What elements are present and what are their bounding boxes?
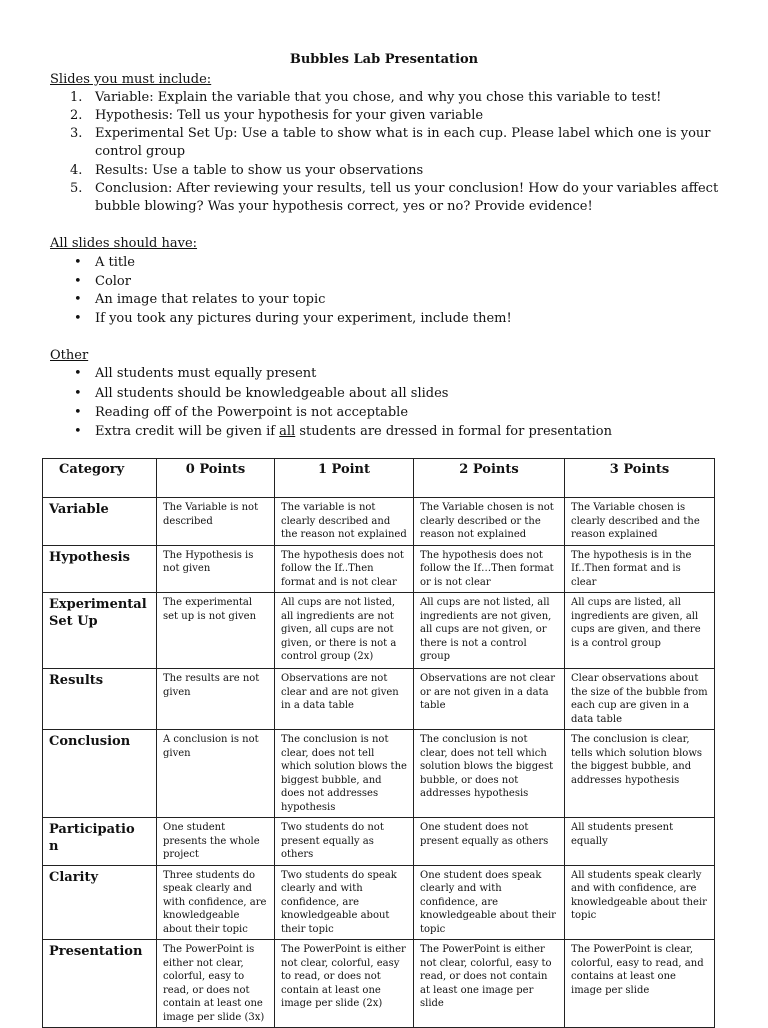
row-category: Variable — [43, 498, 157, 546]
header-category: Category — [43, 459, 157, 498]
header-3-points: 3 Points — [565, 459, 715, 498]
cell-1-point: Two students do not present equally as others — [275, 818, 414, 866]
cell-0-points: Three students do speak clearly and with confidence, are knowledgeable about their topic — [157, 865, 275, 940]
row-category: Conclusion — [43, 730, 157, 818]
other-item: Reading off of the Powerpoint is not acceptable — [95, 405, 409, 420]
row-category: Participatio n — [43, 818, 157, 866]
cell-1-point: The conclusion is not clear, does not tell which solution blows the biggest bubble, and does not addresses hypothesis — [275, 730, 414, 818]
table-row — [43, 940, 715, 1028]
row-category: Experimental Set Up — [43, 593, 157, 669]
all-slides-item: Color — [95, 274, 131, 289]
cell-1-point: The variable is not clearly described and the reason not explained — [275, 498, 414, 546]
slides-item-text: Results: Use a table to show us your observations — [95, 163, 424, 178]
cell-2-points: The hypothesis does not follow the If…Then format or is not clear — [414, 545, 565, 593]
slides-item-number: 3. — [70, 126, 83, 141]
row-category: Presentation — [43, 940, 157, 1028]
cell-1-point: Observations are not clear and are not given in a data table — [275, 669, 414, 730]
rubric-header-row — [43, 459, 715, 498]
bullet-icon: • — [74, 274, 82, 289]
cell-3-points: Clear observations about the size of the bubble from each cup are given in a data table — [565, 669, 715, 730]
cell-1-point: The hypothesis does not follow the If..Then format and is not clear — [275, 545, 414, 593]
cell-2-points: The PowerPoint is either not clear, colorful, easy to read, or does not contain at least one image per slide — [414, 940, 565, 1028]
cell-0-points: The results are not given — [157, 669, 275, 730]
table-row — [43, 730, 715, 818]
slides-item-number: 4. — [70, 163, 83, 178]
cell-0-points: One student presents the whole project — [157, 818, 275, 866]
cell-3-points: All students speak clearly and with confidence, are knowledgeable about their topic — [565, 865, 715, 940]
cell-2-points: Observations are not clear or are not given in a data table — [414, 669, 565, 730]
cell-1-point: The PowerPoint is either not clear, colorful, easy to read, or does not contain at least one image per slide (2x) — [275, 940, 414, 1028]
cell-2-points: One student does speak clearly and with confidence, are knowledgeable about their topic — [414, 865, 565, 940]
all-slides-item: A title — [95, 255, 135, 270]
header-1-point: 1 Point — [275, 459, 414, 498]
slides-item-number: 5. — [70, 181, 83, 196]
row-category: Clarity — [43, 865, 157, 940]
slides-heading: Slides you must include: — [50, 72, 212, 87]
extra-credit-underlined: all — [279, 424, 296, 439]
cell-3-points: The Variable chosen is clearly described and the reason explained — [565, 498, 715, 546]
bullet-icon: • — [74, 386, 82, 401]
cell-3-points: The hypothesis is in the If..Then format and is clear — [565, 545, 715, 593]
extra-credit-text-after: students are dressed in formal for presentation — [295, 424, 612, 439]
slides-item-number: 1. — [70, 90, 83, 105]
bullet-icon: • — [74, 292, 82, 307]
other-item: All students should be knowledgeable about all slides — [95, 386, 449, 401]
table-row — [43, 865, 715, 940]
cell-1-point: All cups are not listed, all ingredients are not given, all cups are not given, or there is not a control group (2x) — [275, 593, 414, 669]
row-category: Hypothesis — [43, 545, 157, 593]
bullet-icon: • — [74, 255, 82, 270]
row-category: Results — [43, 669, 157, 730]
cell-2-points: The Variable chosen is not clearly described or the reason not explained — [414, 498, 565, 546]
slides-item-text: Conclusion: After reviewing your results, tell us your conclusion! How do your variables affect — [95, 181, 719, 196]
table-row — [43, 545, 715, 593]
slides-item-text-cont: control group — [95, 144, 186, 159]
all-slides-item: If you took any pictures during your experiment, include them! — [95, 311, 512, 326]
cell-1-point: Two students do speak clearly and with confidence, are knowledgeable about their topic — [275, 865, 414, 940]
other-item-extra-credit — [95, 424, 612, 439]
all-slides-heading: All slides should have: — [50, 236, 198, 251]
bullet-icon: • — [74, 405, 82, 420]
slides-item-text: Variable: Explain the variable that you chose, and why you chose this variable to test! — [95, 90, 662, 105]
slides-item-number: 2. — [70, 108, 83, 123]
cell-0-points: The Hypothesis is not given — [157, 545, 275, 593]
page-title: Bubbles Lab Presentation — [289, 52, 479, 67]
bullet-icon: • — [74, 311, 82, 326]
rubric-table — [42, 458, 715, 1028]
cell-0-points: The PowerPoint is either not clear, colorful, easy to read, or does not contain at least one image per slide (3x) — [157, 940, 275, 1028]
cell-3-points: The PowerPoint is clear, colorful, easy to read, and contains at least one image per slide — [565, 940, 715, 1028]
header-2-points: 2 Points — [414, 459, 565, 498]
cell-0-points: A conclusion is not given — [157, 730, 275, 818]
other-item: All students must equally present — [95, 366, 317, 381]
cell-3-points: All cups are listed, all ingredients are given, all cups are given, and there is a control group — [565, 593, 715, 669]
table-row — [43, 593, 715, 669]
cell-3-points: The conclusion is clear, tells which solution blows the biggest bubble, and addresses hypothesis — [565, 730, 715, 818]
cell-0-points: The Variable is not described — [157, 498, 275, 546]
cell-2-points: The conclusion is not clear, does not tell which solution blows the biggest bubble, or does not addresses hypothesis — [414, 730, 565, 818]
table-row — [43, 669, 715, 730]
slides-item-text: Hypothesis: Tell us your hypothesis for your given variable — [95, 108, 484, 123]
cell-2-points: All cups are not listed, all ingredients are not given, all cups are not given, or there is not a control group — [414, 593, 565, 669]
cell-0-points: The experimental set up is not given — [157, 593, 275, 669]
all-slides-item: An image that relates to your topic — [95, 292, 326, 307]
bullet-icon: • — [74, 366, 82, 381]
cell-3-points: All students present equally — [565, 818, 715, 866]
extra-credit-text-before: Extra credit will be given if — [95, 424, 280, 439]
slides-item-text-cont: bubble blowing? Was your hypothesis correct, yes or no? Provide evidence! — [95, 199, 593, 214]
header-0-points: 0 Points — [157, 459, 275, 498]
table-row — [43, 498, 715, 546]
cell-2-points: One student does not present equally as others — [414, 818, 565, 866]
slides-item-text: Experimental Set Up: Use a table to show what is in each cup. Please label which one is your — [95, 126, 711, 141]
bullet-icon: • — [74, 424, 82, 439]
other-heading: Other — [50, 348, 89, 363]
table-row — [43, 818, 715, 866]
